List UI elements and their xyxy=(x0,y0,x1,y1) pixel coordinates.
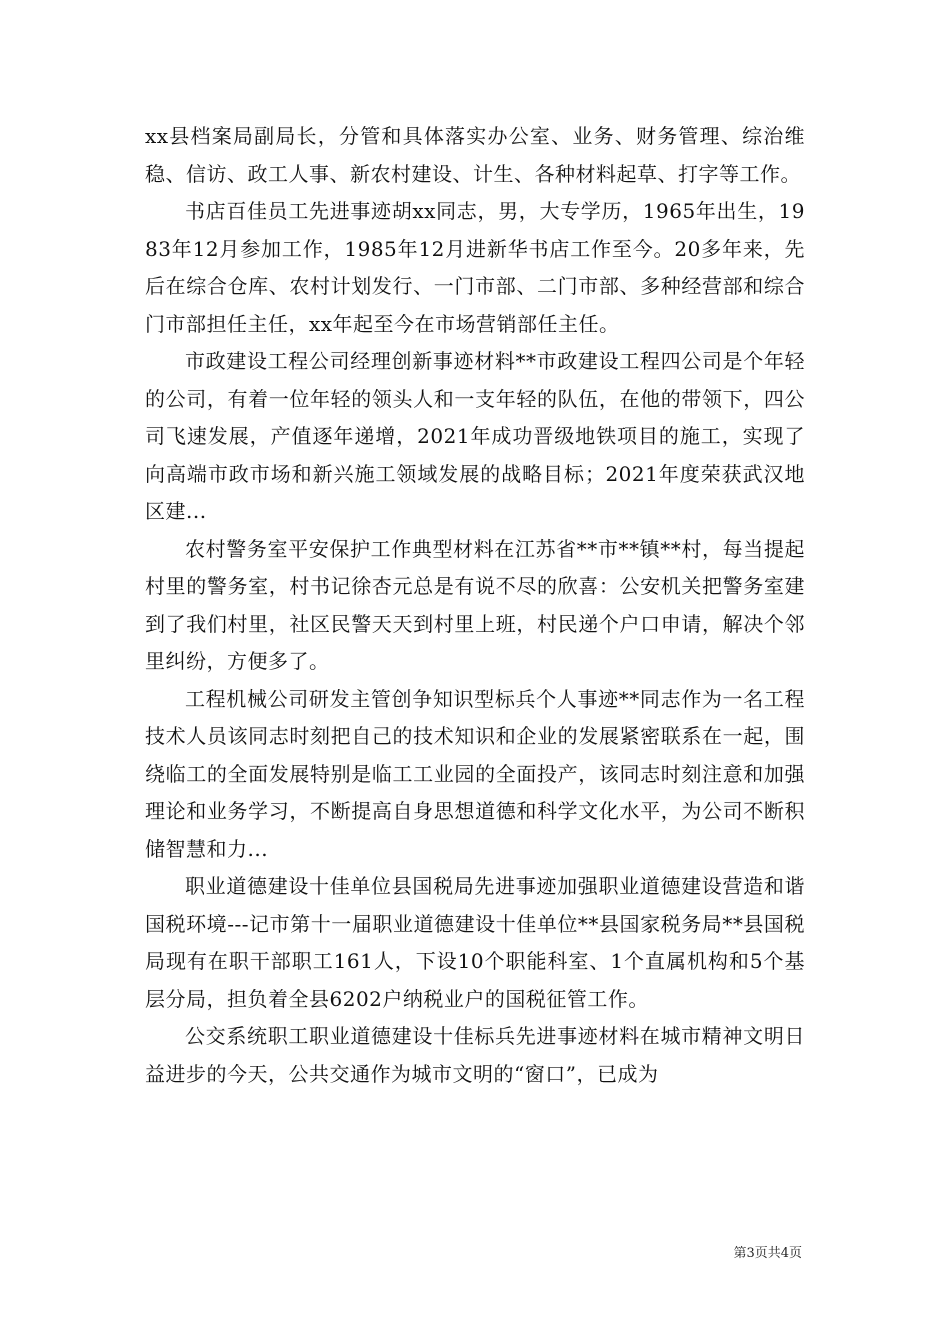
document-body xyxy=(145,118,805,1093)
page-number-footer: 第3页共4页 xyxy=(733,1246,802,1261)
paragraph-7: 公交系统职工职业道德建设十佳标兵先进事迹材料在城市精神文明日益进步的今天，公共交通作为城市文明的“窗口”，已成为 xyxy=(145,1024,805,1086)
paragraph-6: 职业道德建设十佳单位县国税局先进事迹加强职业道德建设营造和谐国税环境---记市第十一届职业道德建设十佳单位**县国家税务局**县国税局现有在职干部职工161人，下设10个职能科室、1个直属机构和5个基层分局，担负着全县6202户纳税业户的国税征管工作。 xyxy=(145,874,805,1011)
paragraph-3: 市政建设工程公司经理创新事迹材料**市政建设工程四公司是个年轻的公司，有着一位年轻的领头人和一支年轻的队伍，在他的带领下，四公司飞速发展，产值逐年递增，2021年成功晋级地铁项目的施工，实现了向高端市政市场和新兴施工领域发展的战略目标；2021年度荣获武汉地区建... xyxy=(145,349,805,523)
paragraph-5: 工程机械公司研发主管创争知识型标兵个人事迹**同志作为一名工程技术人员该同志时刻把自己的技术知识和企业的发展紧密联系在一起，围绕临工的全面发展特别是临工工业园的全面投产，该同志时刻注意和加强理论和业务学习，不断提高自身思想道德和科学文化水平，为公司不断积储智慧和力... xyxy=(145,686,805,861)
paragraph-2: 书店百佳员工先进事迹胡xx同志，男，大专学历，1965年出生，1983年12月参加工作，1985年12月进新华书店工作至今。20多年来，先后在综合仓库、农村计划发行、一门市部、二门市部、多种经营部和综合门市部担任主任，xx年起至今在市场营销部任主任。 xyxy=(145,199,805,336)
paragraph-1: xx县档案局副局长，分管和具体落实办公室、业务、财务管理、综治维稳、信访、政工人事、新农村建设、计生、各种材料起草、打字等工作。 xyxy=(145,124,805,186)
paragraph-4: 农村警务室平安保护工作典型材料在江苏省**市**镇**村，每当提起村里的警务室，村书记徐杏元总是有说不尽的欣喜：公安机关把警务室建到了我们村里，社区民警天天到村里上班，村民递个户口申请，解决个邻里纠纷，方便多了。 xyxy=(145,536,805,673)
